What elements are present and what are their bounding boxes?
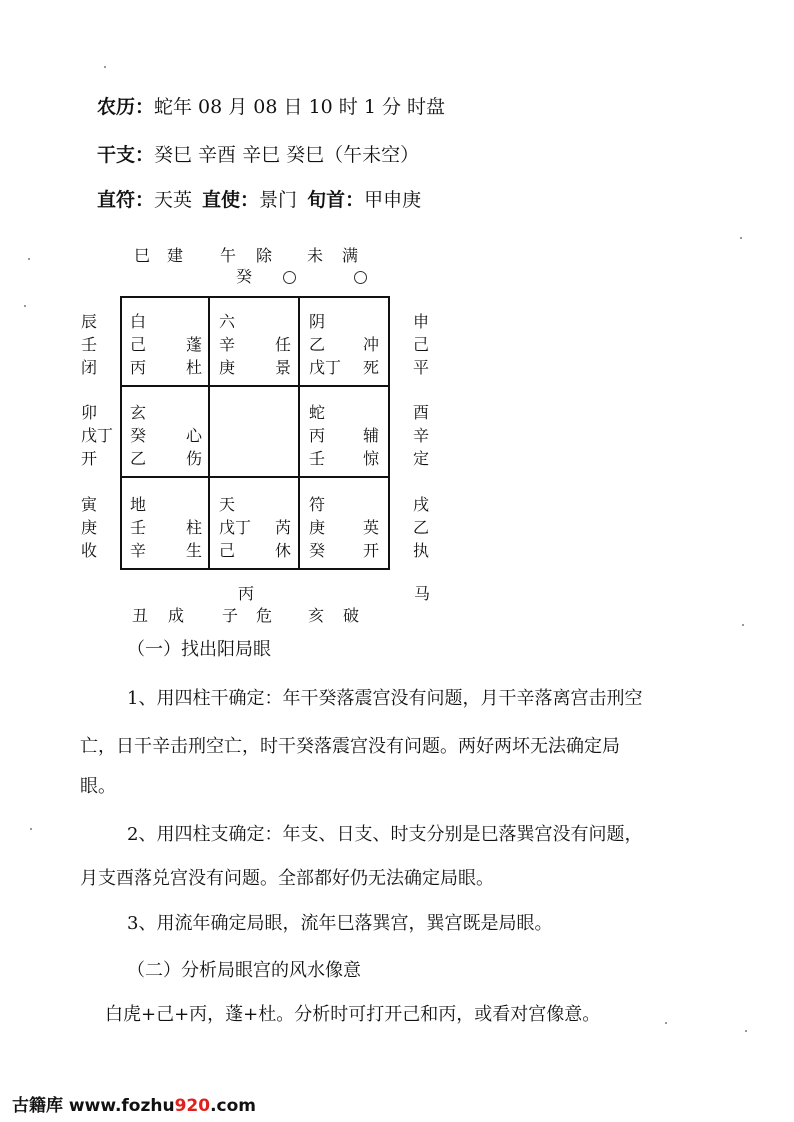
cell-kun-god: 阴 bbox=[309, 312, 326, 331]
grid-bottom-border bbox=[120, 568, 390, 570]
cell-gen-star: 柱 bbox=[186, 518, 203, 537]
cell-dui-stem2: 壬 bbox=[309, 449, 326, 468]
top-stem: 癸 bbox=[236, 267, 253, 286]
cell-kun-door: 死 bbox=[363, 358, 380, 377]
grid-right-border bbox=[388, 296, 390, 570]
paragraph2-line2: 月支酉落兑宫没有问题。全部都好仍无法确定局眼。 bbox=[80, 868, 494, 889]
cell-kan-stem2: 己 bbox=[219, 541, 236, 560]
paragraph1-line2: 亡，日干辛击刑空亡，时干癸落震宫没有问题。两好两坏无法确定局 bbox=[80, 736, 620, 757]
xunshou-value: 甲申庚 bbox=[364, 189, 422, 211]
scan-speck bbox=[742, 624, 744, 626]
cell-zhen-stem: 癸 bbox=[130, 426, 147, 445]
cell-zhen-god: 玄 bbox=[130, 403, 147, 422]
cell-li-god: 六 bbox=[219, 312, 236, 331]
cell-qian-door: 开 bbox=[363, 541, 380, 560]
site-url: www.fozhu920.com bbox=[68, 1096, 257, 1116]
cell-gen-stem: 壬 bbox=[130, 518, 147, 537]
ganzhi-label: 干支： bbox=[97, 144, 155, 166]
zhifu-label: 直符： bbox=[97, 189, 155, 211]
cell-li-stem: 辛 bbox=[219, 335, 236, 354]
scan-speck bbox=[665, 1022, 667, 1024]
right-label: 平 bbox=[413, 358, 430, 377]
scan-speck bbox=[30, 828, 32, 830]
cell-xun-stem2: 丙 bbox=[130, 358, 147, 377]
bottom-label-cheng: 成 bbox=[168, 606, 185, 625]
cell-qian-god: 符 bbox=[309, 495, 326, 514]
zhifu-value: 天英 bbox=[154, 189, 193, 211]
zhishi-label: 直使： bbox=[202, 189, 260, 211]
grid-col1 bbox=[208, 296, 210, 570]
top-label-wu: 午 bbox=[220, 246, 237, 265]
bottom-horse: 马 bbox=[414, 584, 431, 603]
left-label: 辰 bbox=[81, 312, 98, 331]
cell-qian-star: 英 bbox=[363, 518, 380, 537]
cell-li-door: 景 bbox=[275, 358, 292, 377]
grid-line-row2 bbox=[120, 476, 390, 478]
paragraph4-line1: 白虎+己+丙，蓬+杜。分析时可打开己和丙，或看对宫像意。 bbox=[105, 1004, 601, 1025]
cell-gen-god: 地 bbox=[130, 495, 147, 514]
cell-zhen-door: 伤 bbox=[186, 449, 203, 468]
cell-xun-god: 白 bbox=[130, 312, 147, 331]
bottom-label-po: 破 bbox=[343, 606, 360, 625]
cell-li-star: 任 bbox=[275, 335, 292, 354]
cell-kan-stem: 戊丁 bbox=[219, 518, 252, 537]
right-label: 酉 bbox=[413, 403, 430, 422]
top-label-man: 满 bbox=[342, 246, 359, 265]
left-label: 闭 bbox=[81, 358, 98, 377]
paragraph1-line1: 1、用四柱干确定：年干癸落震宫没有问题，月干辛落离宫击刑空 bbox=[127, 688, 643, 709]
top-label-wei: 未 bbox=[307, 246, 324, 265]
cell-kun-stem2: 戊丁 bbox=[309, 358, 342, 377]
cell-gen-stem2: 辛 bbox=[130, 541, 147, 560]
site-watermark bbox=[12, 1091, 256, 1116]
paragraph2-line1: 2、用四柱支确定：年支、日支、时支分别是巳落巽宫没有问题， bbox=[127, 824, 643, 845]
nongli-label: 农历： bbox=[97, 96, 155, 118]
section2-title: （二）分析局眼宫的风水像意 bbox=[127, 960, 361, 981]
grid-line-row1 bbox=[120, 385, 390, 387]
site-url-number: 920 bbox=[174, 1096, 211, 1116]
cell-zhen-star: 心 bbox=[186, 426, 203, 445]
cell-dui-god: 蛇 bbox=[309, 403, 326, 422]
scan-speck bbox=[28, 258, 30, 260]
xunshou-label: 旬首： bbox=[307, 189, 365, 211]
left-label: 庚 bbox=[81, 518, 98, 537]
right-label: 辛 bbox=[413, 426, 430, 445]
top-label-si: 巳 bbox=[134, 246, 151, 265]
right-label: 申 bbox=[413, 312, 430, 331]
site-name: 古籍库 bbox=[12, 1096, 63, 1116]
scan-speck bbox=[745, 1030, 747, 1032]
scan-speck bbox=[24, 305, 26, 307]
scan-speck bbox=[740, 237, 742, 239]
left-label: 寅 bbox=[81, 495, 98, 514]
bottom-label-zi: 子 bbox=[222, 606, 239, 625]
kong-wang-circle-wei bbox=[354, 271, 367, 284]
cell-kan-star: 芮 bbox=[275, 518, 292, 537]
kong-wang-circle-wu bbox=[283, 271, 296, 284]
cell-li-stem2: 庚 bbox=[219, 358, 236, 377]
cell-qian-stem2: 癸 bbox=[309, 541, 326, 560]
left-label: 壬 bbox=[81, 335, 98, 354]
grid-left-border bbox=[120, 296, 122, 570]
top-label-chu: 除 bbox=[256, 246, 273, 265]
paragraph3-line1: 3、用流年确定局眼，流年巳落巽宫，巽宫既是局眼。 bbox=[127, 913, 553, 934]
cell-kun-star: 冲 bbox=[363, 335, 380, 354]
cell-gen-door: 生 bbox=[186, 541, 203, 560]
grid-top-border bbox=[120, 296, 390, 298]
bottom-stem: 丙 bbox=[238, 584, 255, 603]
paragraph1-line3: 眼。 bbox=[80, 776, 116, 797]
scan-speck bbox=[104, 66, 106, 68]
right-label: 戌 bbox=[413, 495, 430, 514]
cell-kan-god: 天 bbox=[219, 495, 236, 514]
right-label: 己 bbox=[413, 335, 430, 354]
cell-xun-star: 蓬 bbox=[186, 335, 203, 354]
grid-col2 bbox=[298, 296, 300, 570]
section1-title: （一）找出阳局眼 bbox=[127, 639, 271, 660]
right-label: 定 bbox=[413, 449, 430, 468]
bottom-label-hai: 亥 bbox=[308, 606, 325, 625]
cell-xun-stem: 己 bbox=[130, 335, 147, 354]
left-label: 收 bbox=[81, 541, 98, 560]
cell-zhen-stem2: 乙 bbox=[130, 449, 147, 468]
nongli-value: 蛇年 08 月 08 日 10 时 1 分 时盘 bbox=[154, 96, 445, 118]
bottom-label-chou: 丑 bbox=[132, 606, 149, 625]
cell-dui-door: 惊 bbox=[363, 449, 380, 468]
ganzhi-value: 癸巳 辛酉 辛巳 癸巳（午未空） bbox=[154, 144, 420, 166]
left-label: 卯 bbox=[81, 403, 98, 422]
left-label: 开 bbox=[81, 449, 98, 468]
left-label: 戊丁 bbox=[81, 426, 114, 445]
cell-dui-star: 辅 bbox=[363, 426, 380, 445]
cell-qian-stem: 庚 bbox=[309, 518, 326, 537]
bottom-label-wei: 危 bbox=[256, 606, 273, 625]
right-label: 执 bbox=[413, 541, 430, 560]
zhishi-value: 景门 bbox=[259, 189, 298, 211]
cell-kan-door: 休 bbox=[275, 541, 292, 560]
cell-dui-stem: 丙 bbox=[309, 426, 326, 445]
cell-xun-door: 杜 bbox=[186, 358, 203, 377]
cell-kun-stem: 乙 bbox=[309, 335, 326, 354]
top-label-jian: 建 bbox=[167, 246, 184, 265]
right-label: 乙 bbox=[413, 518, 430, 537]
